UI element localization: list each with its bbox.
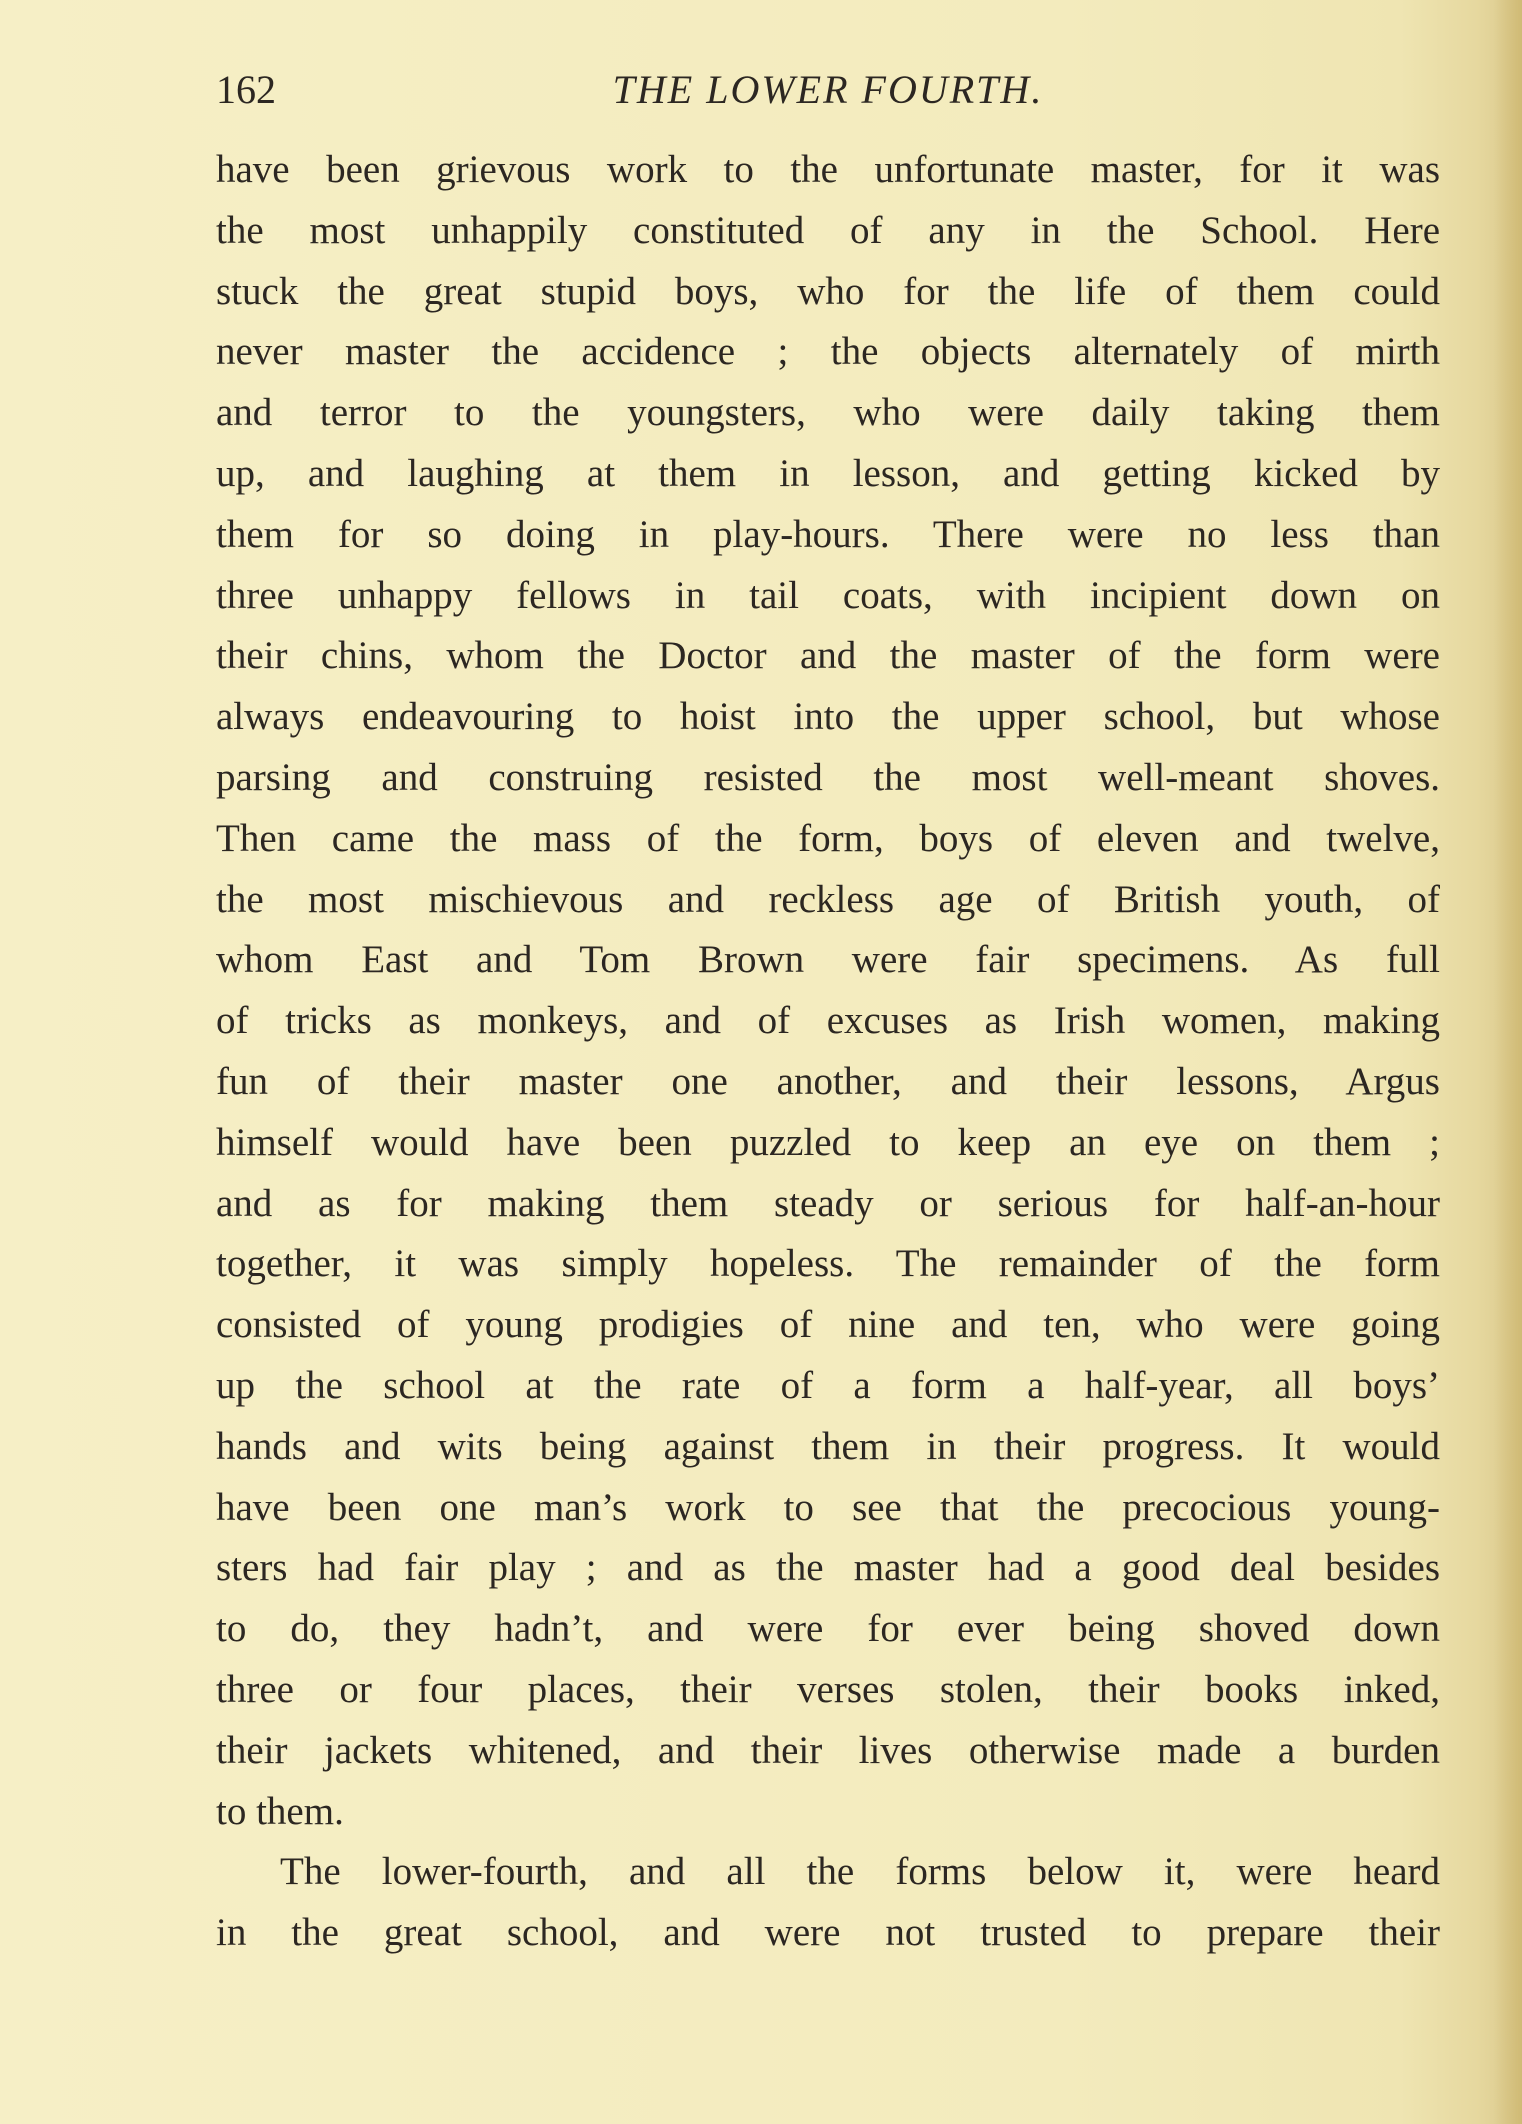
text-line: fun of their master one another, and their lessons, Argus [216,1059,1440,1103]
text-line: to do, they hadn’t, and were for ever being shoved down [216,1607,1440,1651]
running-title: THE LOWER FOURTH. [612,67,1044,112]
text-line: of tricks as monkeys, and of excuses as Irish women, making [216,999,1440,1043]
text-line: up, and laughing at them in lesson, and getting kicked by [216,451,1440,495]
paragraph-end-line: to them. [216,1789,344,1833]
text-line: parsing and construing resisted the most well-meant shoves. [216,755,1440,799]
text-line: himself would have been puzzled to keep an eye on them ; [216,1120,1440,1164]
text-line: have been grievous work to the unfortunate master, for it was [216,148,1440,191]
text-line: and terror to the youngsters, who were daily taking them [216,391,1440,435]
text-line: their jackets whitened, and their lives otherwise made a burden [216,1728,1440,1772]
text-line: stuck the great stupid boys, who for the life of them could [216,269,1440,313]
text-line: never master the accidence ; the objects alternately of mirth [216,330,1440,374]
page-gutter-shadow [1494,0,1522,2124]
text-line: whom East and Tom Brown were fair specimens. As full [216,938,1440,982]
text-line: their chins, whom the Doctor and the master of the form were [216,634,1440,678]
text-line: and as for making them steady or serious for half-an-hour [216,1181,1440,1225]
text-line: always endeavouring to hoist into the upper school, but whose [216,695,1440,739]
text-line: them for so doing in play-hours. There were no less than [216,512,1440,556]
text-line: the most unhappily constituted of any in the School. Here [216,208,1440,252]
text-line: in the great school, and were not trusted to prepare their [216,1911,1440,1955]
text-line: consisted of young prodigies of nine and ten, who were going [216,1303,1440,1347]
text-line: together, it was simply hopeless. The remainder of the form [216,1242,1440,1286]
paragraph-first-line: The lower-fourth, and all the forms below it, were heard [280,1850,1440,1894]
page-header [216,62,1440,118]
text-line: three or four places, their verses stolen, their books inked, [216,1667,1440,1711]
body-text [216,140,1440,1964]
text-line: sters had fair play ; and as the master had a good deal besides [216,1546,1440,1590]
text-line: up the school at the rate of a form a half-year, all boys’ [216,1363,1440,1407]
text-line: three unhappy fellows in tail coats, with incipient down on [216,573,1440,617]
text-line: have been one man’s work to see that the precocious young- [216,1485,1440,1529]
text-line: hands and wits being against them in their progress. It would [216,1424,1440,1468]
text-line: the most mischievous and reckless age of British youth, of [216,877,1440,921]
text-line: Then came the mass of the form, boys of eleven and twelve, [216,816,1440,860]
page-number: 162 [216,67,276,112]
